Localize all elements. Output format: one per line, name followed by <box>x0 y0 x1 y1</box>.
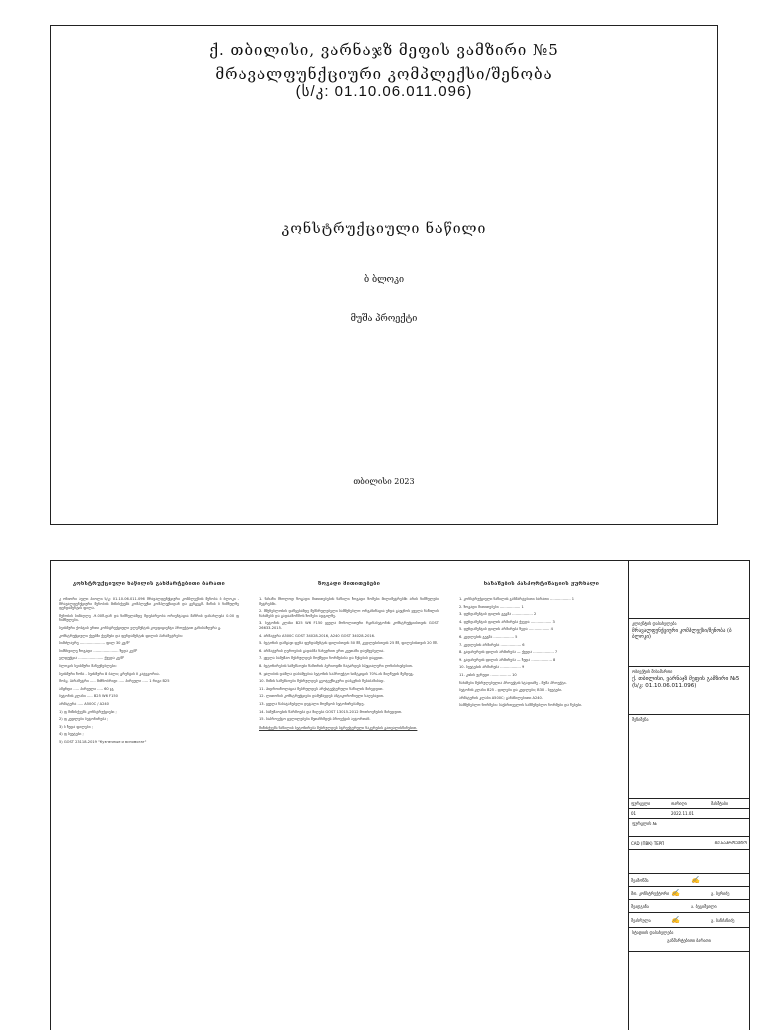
col1-paragraph: არმატურა ..... A500C / A240 <box>59 701 109 706</box>
sheet-info-header <box>629 799 749 809</box>
col2-paragraph: 9. ყალიბის დაშლა დასაშვებია ბეტონის საპროექტო სიმტკიცის 70%-ის მიღწევის შემდეგ. <box>259 671 414 676</box>
signature-1: ✍ <box>691 876 700 884</box>
note-label: შენიშვნა <box>632 717 649 722</box>
col2-paragraph: 5. ბეტონის დამცავი ფენა ფუნდამენტის ფილისთვის 50 მმ, კედლებისთვის 25 მმ, ფილებისთვის 20 მმ. <box>259 641 438 646</box>
sheet-label: ფურცელი <box>631 801 651 806</box>
col1-paragraph: 2) ფ კედლები ბეტონირება ; <box>59 717 109 722</box>
col2-paragraph: 3. ბეტონის კლასი B25 W6 F150 ყველა მონოლითური რკინაბეტონის კონსტრუქციისთვის GOST 26633-2015. <box>259 621 439 630</box>
col2-paragraph: 12. ლითონის კონსტრუქციები დამუშავდეს ანტიკოროზიული საღებავით. <box>259 694 385 699</box>
col3-paragraph: ბეტონის კლასი B25 - ფილები და კედლები; B30 - სვეტები. <box>459 688 563 693</box>
role-2: მთ. კონსტრუქტორი <box>631 890 669 896</box>
revision-value: 01 <box>631 811 637 816</box>
drawing-sheet <box>50 560 750 1030</box>
org-value: ᲒᲥ.ᲡᲐᲞᲠᲝᲔᲥᲢᲝ <box>714 840 747 845</box>
name-1: გ. ბერიძე <box>711 890 730 896</box>
col1-paragraph: 5) GOST 23118-2019 "Кузнечные и вспомогат" <box>59 739 147 744</box>
name-3: გ. ბანძანიძე <box>711 917 735 923</box>
customer-value: მრავალფუნქციური კომპლექსი/შენობა (ბ ბლოკი) <box>632 628 732 640</box>
col1-paragraph: 4) ფ სვეტები ; <box>59 732 84 737</box>
sheet-info-values <box>629 809 749 819</box>
col1-paragraph: სეისმური ქოსტის ერთი კონსტრუქციული ელემენტის კოეფიციენტი პროექტით განისაზღვრა გ. <box>59 625 222 630</box>
city-year: თბილისი 2023 <box>353 477 415 486</box>
general-notes-column <box>259 581 439 1026</box>
role-1: შეამოწმა <box>631 877 649 883</box>
signature-row-4 <box>629 913 749 928</box>
explanatory-note-title: კონსტრუქციული ნაწილის განმარტებითი ბარათი <box>72 581 226 587</box>
col3-paragraph: 6. კედლების გეგმა .................. 5 <box>459 634 518 639</box>
sheet-number-cell <box>629 819 749 837</box>
date-label: თარიღი <box>671 801 687 806</box>
address-cell <box>629 667 749 715</box>
signature-3: ✍ <box>671 916 680 924</box>
general-notes-text <box>259 597 439 722</box>
signature-2: ✍ <box>671 889 680 897</box>
col1-paragraph: კონსტრუქციული ქვებში ქვეშები და ფუნდამენტის ფილის პარამეტრები: <box>59 633 183 638</box>
col2-paragraph: 13. ყველა ჩასატანებელი დეტალი მოეწყოს ბეტონირებამდე. <box>259 701 365 706</box>
stage-name-value: განმარტებითი ბარათი <box>667 938 711 943</box>
col3-paragraph: 11. კიბის უჯრედი .................. 10 <box>459 672 517 677</box>
col2-paragraph: 1. ნახაზი მხოლოდ ზოგადი მითითებების ნაწილი ზოგადი ზომები მილიმეტრებში არის ნიშნულები მეტრებში. <box>259 597 439 606</box>
col1-paragraph: ამყრდი ..... პირველი ..... 60 ჯგ <box>59 686 114 691</box>
drawing-list-text <box>459 597 624 708</box>
note-cell <box>629 715 749 799</box>
cadastral-code: (ს/კ: 01.10.06.011.096) <box>295 83 473 100</box>
signature-row-3 <box>629 900 749 913</box>
col2-paragraph: 8. ბეტონირების სამუშაოები ზამთრის პერიოდში ჩატარდეს სპეციალური ღონისძიებებით. <box>259 663 413 668</box>
cover-sheet <box>50 25 718 525</box>
sheet-number-label: ფურცლის № <box>632 821 657 826</box>
col3-paragraph: 8. გადახურვის ფილის არმირება — ქვედა .................. 7 <box>459 650 558 655</box>
col1-paragraph: 3) ბ ზედა ფილები ; <box>59 724 93 729</box>
col2-paragraph: 11. ჰიდროიზოლაცია შესრულდეს არქიტექტურული ნაწილის მიხედვით. <box>259 686 384 691</box>
col1-paragraph: ელფუქცია ...................... ქვედა კვ/მ² <box>59 656 125 661</box>
explanatory-note-text <box>59 597 239 744</box>
drawing-list-title: ნახაზების პასპორტიზაციის ჟურნალი <box>483 581 600 587</box>
drawing-list-column <box>459 581 624 1026</box>
col1-paragraph: სიმსხვილე ზოგადი ...................... ზედა კვ/მ² <box>59 648 138 653</box>
col3-paragraph: 1. კონსტრუქციული ნაწილის განმარტებითი ბარათი .................. 1 <box>459 597 575 601</box>
date-value: 2022.11.01 <box>671 811 694 816</box>
col1-paragraph: კ ონიორი აული პიოლი ს/კ: 01.10.06.011.096 მრავალფუნქციური კომპლექსის შენობა ბ ბლოკი - მრავალფუნქციური შენობის მიწისქვეშა კომპლექსი კომპლექსიდან და გენგეგმ. მიწის ბ ნიშნულზე ფუნდამენტის ფილა. <box>59 597 239 611</box>
block-label: ბ ბლოკი <box>363 275 405 285</box>
project-title-line-1: ქ. თბილისი, ვარნაჯზ მეფის ვამზირი №5 <box>209 41 559 59</box>
col1-paragraph: შენობის სიმაღლე -9.00მ-დან და ნიშნულამდე მდებარეობა ორიენტაცია მაზრის დასახლება 0.00 ფ ნიშნულები. <box>59 613 239 623</box>
general-notes-footer: მიწისქვეშა ნაწილის ბეტონირება შესრულდეს სტრუქტურული ნაკერების გათვალისწინებით. <box>259 725 418 730</box>
col3-paragraph: ნახაზები შესრულებულია პროექტის სტადიაზე - მუშა პროექტი. <box>459 680 567 685</box>
cad-label: CAD (ПВК) ТЕРП <box>631 840 665 846</box>
col2-paragraph: 6. არმატურის ღეროების გადაბმა ნახევრით ერთ კვეთაში დაუშვებელია. <box>259 648 385 653</box>
col3-paragraph: 10. სვეტების არმირება .................. 9 <box>459 665 525 670</box>
col3-paragraph: 7. კედლების არმირება .................. 6 <box>459 642 525 647</box>
signature-row-2 <box>629 887 749 900</box>
col3-paragraph: სამშენებლო ნორმები: საქართველოს სამშენებლო ნორმები და წესები. <box>459 703 583 708</box>
stage-name-cell <box>629 928 749 952</box>
col1-paragraph: სიმძლავრე ...................... ფილ 30 კვ/მ² <box>59 641 130 646</box>
col3-paragraph: 9. გადახურვის ფილის არმირება — ზედა .................. 8 <box>459 657 556 662</box>
project-title-line-2: მრავალფუნქციური კომპლექსი/შენობა <box>215 65 553 83</box>
col1-paragraph: ბლოკის სეისმური მაჩვენებლები: <box>59 663 117 668</box>
col2-paragraph: 7. ყველა სამუშაო შესრულდეს მოქმედი ნორმებისა და წესების დაცვით. <box>259 656 384 661</box>
col1-paragraph: 1) ფ მიწისქვეშა კონსტრუქციები ; <box>59 709 117 714</box>
signature-row-1 <box>629 874 749 887</box>
scale-label: მასშტაბი <box>711 801 729 806</box>
col3-paragraph: 2. ზოგადი მითითებები .................. 1 <box>459 604 524 609</box>
col2-paragraph: 2. მშენებლობის დაწყებამდე შემსრულებელი სამშენებლო ორგანიზაცია უნდა გაეცნოს ყველა ნაწილის ნახაზებს და გადაამოწმოს ზომები ადგილზე. <box>259 609 439 618</box>
name-2: ა. ბეგიშვილი <box>691 903 717 909</box>
col3-paragraph: 4. ფუნდამენტის ფილის არმირება ქვედა .................. 3 <box>459 619 555 624</box>
col3-paragraph: 3. ფუნდამენტის ფილის გეგმა .................. 2 <box>459 612 537 617</box>
title-block <box>628 561 749 1030</box>
col2-paragraph: 10. მიწის სამუშაოები შესრულდეს გეოტექნიკური დასკვნის შესაბამისად. <box>259 679 385 684</box>
col1-paragraph: სეისმური ზონა - სეისმური 8 ბალი; გრუნტის II კატეგორია. <box>59 671 160 676</box>
stage-label: მუშა პროექტი <box>350 314 418 324</box>
signature-spacer <box>629 850 749 874</box>
address-value: ქ. თბილისი, ვარნაჯზ მეფის გამზირი №5 (ს/კ: 01.10.06.011.096) <box>632 676 740 689</box>
title-block-blank <box>629 561 749 619</box>
col2-paragraph: 14. სამუშაოების წარმოება და მიღება GOST 13015-2012 მოთხოვნების მიხედვით. <box>259 709 403 714</box>
general-notes-title: ზოგადი მითითებები <box>317 581 381 587</box>
customer-label: კლიენტის დასახელება <box>632 621 677 626</box>
col1-paragraph: მოსკ. პარამეტრი ..... მიზნობრივი ..... პირველი ..... 1 რიგი B25 <box>59 679 170 684</box>
customer-cell <box>629 619 749 667</box>
stage-name-label: სტადიის დასახელება <box>632 930 674 935</box>
role-3: შეადგინა <box>631 903 649 909</box>
col1-paragraph: ბეტონის კლასი ..... B25 W6 F150 <box>59 694 118 699</box>
cad-row <box>629 837 749 850</box>
explanatory-note-column <box>59 581 239 1026</box>
col3-paragraph: არმატურის კლასი A500C; განაწილებითი A240. <box>459 695 543 700</box>
address-label: ობიექტის მისამართი <box>632 669 673 674</box>
section-title: კონსტრუქციული ნაწილი <box>281 221 487 237</box>
col3-paragraph: 5. ფუნდამენტის ფილის არმირება ზედა .................. 4 <box>459 627 553 632</box>
col2-paragraph: 15. საპროექტო ცვლილებები შეთანხმდეს პროექტის ავტორთან. <box>259 717 371 722</box>
col2-paragraph: 4. არმატურა A500C GOST 34028-2016, A240 GOST 34028-2016. <box>259 633 376 638</box>
role-4: შეასრულა <box>631 917 651 923</box>
